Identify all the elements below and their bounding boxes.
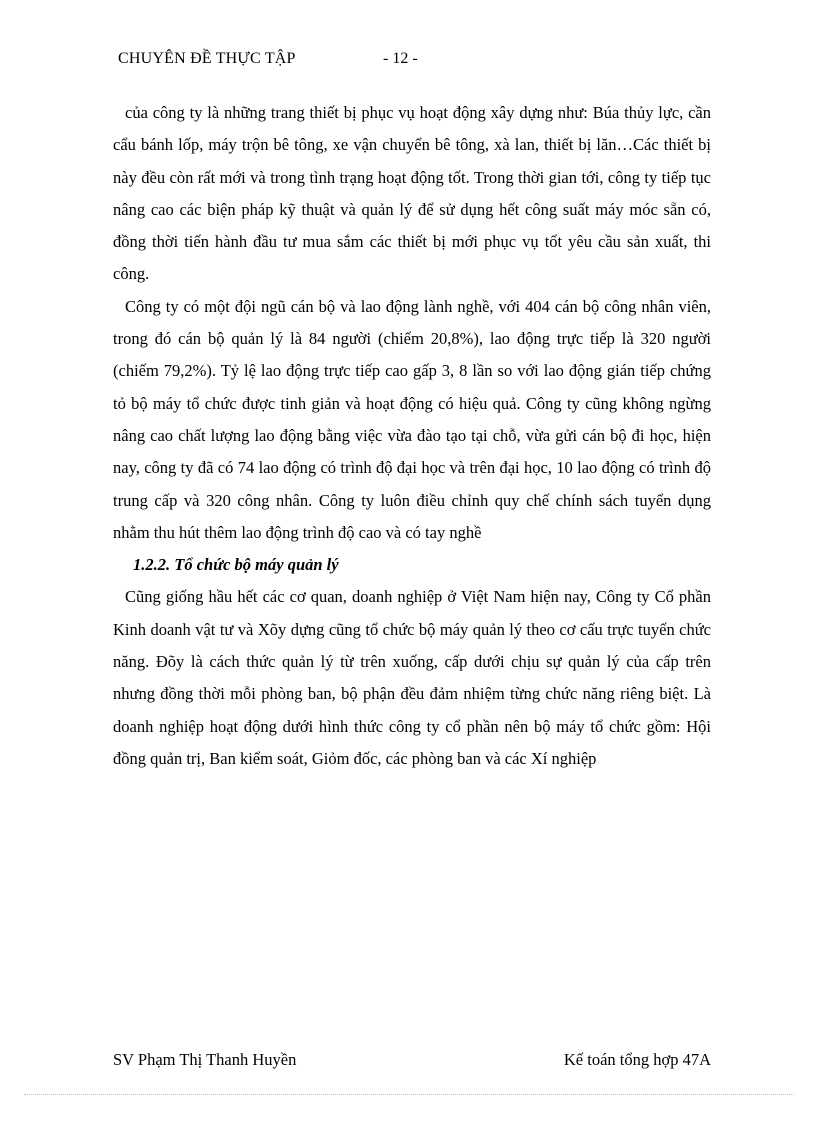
page-number: - 12 - <box>383 50 418 67</box>
page-header <box>118 50 718 74</box>
footer-class: Kế toán tổng hợp 47A <box>563 1050 711 1069</box>
paragraph-organization: Cũng giống hầu hết các cơ quan, doanh nghiệp ở Việt Nam hiện nay, Công ty Cổ phần Kinh doanh vật tư và Xõy dựng cũng tổ chức bộ máy quản lý theo cơ cấu trực tuyến chức năng. Đõy là cách thức quản lý từ trên xuống, cấp dưới chịu sự quản lý của cấp trên nhưng đồng thời mỗi phòng ban, bộ phận đều đảm nhiệm từng chức năng riêng biệt. Là doanh nghiệp hoạt động dưới hình thức công ty cổ phần nên bộ máy tổ chức gồm: Hội đồng quản trị, Ban kiểm soát, Giỏm đốc, các phòng ban và các Xí nghiệp <box>113 587 711 768</box>
page-footer <box>113 1050 711 1074</box>
header-title: CHUYÊN ĐỀ THỰC TẬP <box>118 50 296 67</box>
footer-divider <box>24 1094 794 1095</box>
document-body <box>113 97 711 775</box>
section-heading: 1.2.2. Tổ chức bộ máy quản lý <box>133 555 339 575</box>
paragraph-workforce: Công ty có một đội ngũ cán bộ và lao động lành nghề, với 404 cán bộ công nhân viên, trong đó cán bộ quản lý là 84 người (chiếm 20,8%), lao động trực tiếp là 320 người (chiếm 79,2%). Tỷ lệ lao động trực tiếp cao gấp 3, 8 lần so với lao động gián tiếp chứng tỏ bộ máy tổ chức được tinh giản và hoạt động có hiệu quả. Công ty cũng không ngừng nâng cao chất lượng lao động bằng việc vừa đào tạo tại chỗ, vừa gửi cán bộ đi học, hiện nay, công ty đã có 74 lao động có trình độ đại học và trên đại học, 10 lao động có trình độ trung cấp và 320 công nhân. Công ty luôn điều chỉnh quy chế chính sách tuyển dụng nhằm thu hút thêm lao động trình độ cao và có tay nghề <box>113 296 711 542</box>
paragraph-equipment: của công ty là những trang thiết bị phục vụ hoạt động xây dựng như: Búa thủy lực, cần cẩu bánh lốp, máy trộn bê tông, xe vận chuyển bê tông, xà lan, thiết bị lăn…Các thiết bị này đều còn rất mới và trong tình trạng hoạt động tốt. Trong thời gian tới, công ty tiếp tục nâng cao các biện pháp kỹ thuật và quản lý để sử dụng hết công suất máy móc sẵn có, đồng thời tiến hành đầu tư mua sắm các thiết bị mới phục vụ tốt yêu cầu sản xuất, thi công. <box>113 103 711 284</box>
footer-author: SV Phạm Thị Thanh Huyền <box>113 1050 297 1069</box>
